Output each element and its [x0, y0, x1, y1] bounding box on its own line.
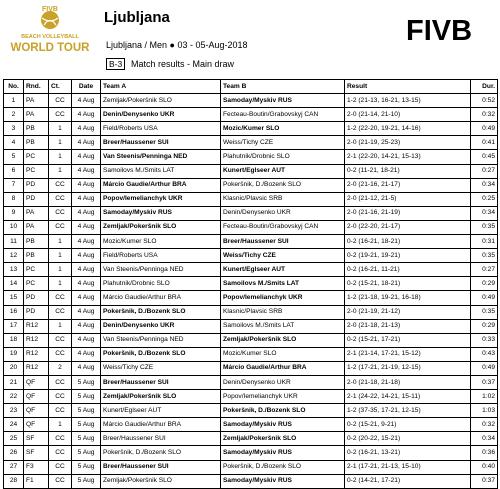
cell-team-a: Van Steenis/Penninga NED — [101, 263, 221, 277]
cell-date: 5 Aug — [72, 432, 101, 446]
cell-no: 25 — [4, 432, 24, 446]
table-row — [4, 390, 498, 404]
cell-result: 0-2 (14-21, 17-21) — [345, 474, 471, 488]
cell-round: PD — [24, 291, 49, 305]
cell-date: 4 Aug — [72, 122, 101, 136]
cell-date: 4 Aug — [72, 108, 101, 122]
cell-no: 2 — [4, 108, 24, 122]
table-row — [4, 206, 498, 220]
cell-result: 0-2 (16-21, 18-21) — [345, 235, 471, 249]
cell-no: 20 — [4, 361, 24, 375]
cell-team-a: Van Steenis/Penninga NED — [101, 333, 221, 347]
cell-round: SF — [24, 446, 49, 460]
cell-team-a: Weiss/Tichy CZE — [101, 361, 221, 375]
cell-team-a: Breer/Haussener SUI — [101, 375, 221, 389]
cell-no: 3 — [4, 122, 24, 136]
cell-round: R12 — [24, 319, 49, 333]
cell-team-b: Samoday/Myskiv RUS — [221, 474, 345, 488]
cell-team-b: Samoday/Myskiv RUS — [221, 418, 345, 432]
cell-date: 4 Aug — [72, 305, 101, 319]
cell-round: PD — [24, 192, 49, 206]
table-row — [4, 305, 498, 319]
cell-duration: 0:36 — [471, 446, 498, 460]
cell-result: 0-2 (19-21, 19-21) — [345, 249, 471, 263]
cell-duration: 0:35 — [471, 220, 498, 234]
cell-team-a: Pokeršnik, D./Bozenk SLO — [101, 347, 221, 361]
cell-court: CC — [49, 178, 72, 192]
results-table — [3, 79, 498, 489]
table-row — [4, 474, 498, 488]
table-row — [4, 164, 498, 178]
cell-duration: 0:49 — [471, 361, 498, 375]
cell-result: 1-2 (37-35, 17-21, 12-15) — [345, 404, 471, 418]
cell-court: CC — [49, 390, 72, 404]
cell-result: 2-0 (21-12, 21-5) — [345, 192, 471, 206]
cell-round: QF — [24, 390, 49, 404]
cell-court: CC — [49, 291, 72, 305]
cell-no: 23 — [4, 404, 24, 418]
cell-round: R12 — [24, 361, 49, 375]
cell-court: CC — [49, 446, 72, 460]
col-dur: Dur. — [471, 80, 498, 94]
report-code: B-3 — [106, 58, 125, 70]
cell-team-a: Zemljak/Pokeršnik SLO — [101, 390, 221, 404]
cell-team-b: Samoday/Myskiv RUS — [221, 94, 345, 108]
cell-no: 4 — [4, 136, 24, 150]
cell-team-a: Márcio Gaudie/Arthur BRA — [101, 178, 221, 192]
cell-team-a: Breer/Haussener SUI — [101, 460, 221, 474]
cell-team-b: Fecteau-Boutin/Grabovskyj CAN — [221, 108, 345, 122]
cell-no: 15 — [4, 291, 24, 305]
table-row — [4, 333, 498, 347]
cell-duration: 0:49 — [471, 291, 498, 305]
cell-duration: 0:34 — [471, 432, 498, 446]
cell-team-a: Márcio Gaudie/Arthur BRA — [101, 418, 221, 432]
cell-date: 4 Aug — [72, 150, 101, 164]
cell-result: 2-0 (21-16, 21-19) — [345, 206, 471, 220]
cell-court: CC — [49, 206, 72, 220]
fivb-wordmark: FIVB — [406, 15, 473, 46]
table-row — [4, 220, 498, 234]
table-row — [4, 136, 498, 150]
cell-court: 1 — [49, 319, 72, 333]
cell-duration: 0:27 — [471, 263, 498, 277]
table-row — [4, 319, 498, 333]
table-row — [4, 446, 498, 460]
cell-duration: 0:32 — [471, 418, 498, 432]
cell-duration: 1:02 — [471, 390, 498, 404]
cell-duration: 0:34 — [471, 178, 498, 192]
cell-team-b: Fecteau-Boutin/Grabovskyj CAN — [221, 220, 345, 234]
cell-team-b: Weiss/Tichy CZE — [221, 136, 345, 150]
cell-team-a: Pokeršnik, D./Bozenk SLO — [101, 446, 221, 460]
fivb-logo — [406, 12, 490, 46]
cell-duration: 0:25 — [471, 192, 498, 206]
cell-duration: 0:43 — [471, 347, 498, 361]
cell-no: 16 — [4, 305, 24, 319]
event-title: Ljubljana — [104, 9, 170, 26]
cell-result: 2-0 (21-18, 21-13) — [345, 319, 471, 333]
cell-round: PB — [24, 249, 49, 263]
col-result: Result — [345, 80, 471, 94]
cell-duration: 0:37 — [471, 375, 498, 389]
cell-date: 4 Aug — [72, 235, 101, 249]
cell-court: 1 — [49, 249, 72, 263]
cell-round: F3 — [24, 460, 49, 474]
cell-result: 2-0 (21-16, 21-17) — [345, 178, 471, 192]
col-rnd: Rnd. — [24, 80, 49, 94]
cell-round: QF — [24, 404, 49, 418]
cell-no: 21 — [4, 375, 24, 389]
cell-team-a: Popov/Iemelianchyk UKR — [101, 192, 221, 206]
cell-result: 1-2 (17-21, 21-19, 12-15) — [345, 361, 471, 375]
cell-court: CC — [49, 375, 72, 389]
cell-no: 6 — [4, 164, 24, 178]
table-header-row — [4, 80, 498, 94]
table-row — [4, 263, 498, 277]
cell-team-a: Márcio Gaudie/Arthur BRA — [101, 291, 221, 305]
table-row — [4, 108, 498, 122]
cell-team-b: Popov/Iemelianchyk UKR — [221, 390, 345, 404]
cell-court: 1 — [49, 263, 72, 277]
cell-duration: 0:52 — [471, 94, 498, 108]
cell-team-a: Breer/Haussener SUI — [101, 136, 221, 150]
table-row — [4, 347, 498, 361]
report-header — [0, 0, 500, 90]
logo-brand: FIVB — [42, 6, 58, 13]
cell-team-b: Plahutnik/Drobnic SLO — [221, 150, 345, 164]
table-row — [4, 150, 498, 164]
cell-no: 24 — [4, 418, 24, 432]
cell-date: 5 Aug — [72, 460, 101, 474]
cell-round: PB — [24, 122, 49, 136]
cell-no: 18 — [4, 333, 24, 347]
cell-court: CC — [49, 432, 72, 446]
cell-no: 17 — [4, 319, 24, 333]
cell-team-b: Zemljak/Pokeršnik SLO — [221, 333, 345, 347]
cell-no: 13 — [4, 263, 24, 277]
cell-no: 14 — [4, 277, 24, 291]
cell-result: 0-2 (16-21, 11-21) — [345, 263, 471, 277]
cell-team-b: Samoilovs M./Smits LAT — [221, 277, 345, 291]
cell-duration: 0:35 — [471, 305, 498, 319]
table-row — [4, 178, 498, 192]
cell-team-a: Denin/Denysenko UKR — [101, 108, 221, 122]
cell-team-a: Zemljak/Pokeršnik SLO — [101, 474, 221, 488]
cell-result: 0-2 (20-22, 15-21) — [345, 432, 471, 446]
cell-date: 4 Aug — [72, 347, 101, 361]
cell-team-a: Zemljak/Pokeršnik SLO — [101, 220, 221, 234]
cell-round: PB — [24, 235, 49, 249]
cell-result: 2-0 (21-19, 21-12) — [345, 305, 471, 319]
cell-round: PD — [24, 178, 49, 192]
cell-date: 5 Aug — [72, 404, 101, 418]
cell-round: PC — [24, 150, 49, 164]
cell-court: CC — [49, 460, 72, 474]
cell-team-a: Plahutnik/Drobnic SLO — [101, 277, 221, 291]
cell-result: 2-1 (22-20, 14-21, 15-13) — [345, 150, 471, 164]
cell-court: 2 — [49, 361, 72, 375]
cell-team-b: Popov/Iemelianchyk UKR — [221, 291, 345, 305]
cell-no: 27 — [4, 460, 24, 474]
cell-date: 4 Aug — [72, 277, 101, 291]
cell-duration: 1:03 — [471, 404, 498, 418]
table-row — [4, 432, 498, 446]
cell-duration: 0:33 — [471, 333, 498, 347]
cell-result: 2-0 (21-19, 25-23) — [345, 136, 471, 150]
cell-date: 4 Aug — [72, 136, 101, 150]
cell-team-a: Breer/Haussener SUI — [101, 432, 221, 446]
world-tour-logo — [4, 4, 96, 66]
table-row — [4, 277, 498, 291]
cell-team-b: Klasnic/Plavsic SRB — [221, 192, 345, 206]
cell-date: 5 Aug — [72, 474, 101, 488]
cell-round: PC — [24, 164, 49, 178]
cell-team-a: Pokeršnik, D./Bozenk SLO — [101, 305, 221, 319]
cell-duration: 0:45 — [471, 150, 498, 164]
cell-date: 4 Aug — [72, 333, 101, 347]
logo-line2: WORLD TOUR — [10, 42, 90, 54]
cell-round: R12 — [24, 347, 49, 361]
cell-team-b: Pokeršnik, D./Bozenk SLO — [221, 404, 345, 418]
cell-no: 5 — [4, 150, 24, 164]
cell-result: 2-0 (22-20, 21-17) — [345, 220, 471, 234]
cell-duration: 0:27 — [471, 164, 498, 178]
cell-court: CC — [49, 305, 72, 319]
cell-duration: 0:40 — [471, 460, 498, 474]
cell-court: CC — [49, 404, 72, 418]
col-date: Date — [72, 80, 101, 94]
cell-duration: 0:31 — [471, 235, 498, 249]
cell-no: 1 — [4, 94, 24, 108]
cell-duration: 0:49 — [471, 122, 498, 136]
cell-court: CC — [49, 192, 72, 206]
cell-result: 0-2 (11-21, 18-21) — [345, 164, 471, 178]
cell-duration: 0:32 — [471, 108, 498, 122]
cell-team-b: Denin/Denysenko UKR — [221, 206, 345, 220]
cell-team-b: Mozic/Kumer SLO — [221, 122, 345, 136]
cell-result: 1-2 (22-20, 19-21, 14-16) — [345, 122, 471, 136]
table-row — [4, 404, 498, 418]
cell-date: 5 Aug — [72, 390, 101, 404]
cell-team-b: Kunert/Eglseer AUT — [221, 263, 345, 277]
cell-date: 4 Aug — [72, 164, 101, 178]
cell-team-b: Mozic/Kumer SLO — [221, 347, 345, 361]
cell-round: PC — [24, 277, 49, 291]
cell-date: 4 Aug — [72, 220, 101, 234]
cell-result: 2-1 (17-21, 21-13, 15-10) — [345, 460, 471, 474]
cell-date: 5 Aug — [72, 418, 101, 432]
cell-date: 5 Aug — [72, 446, 101, 460]
cell-team-a: Denin/Denysenko UKR — [101, 319, 221, 333]
table-body — [4, 94, 498, 489]
cell-court: CC — [49, 347, 72, 361]
table-row — [4, 249, 498, 263]
cell-no: 11 — [4, 235, 24, 249]
table-row — [4, 361, 498, 375]
cell-court: 1 — [49, 164, 72, 178]
table-row — [4, 460, 498, 474]
cell-result: 2-1 (24-22, 14-21, 15-11) — [345, 390, 471, 404]
cell-round: F1 — [24, 474, 49, 488]
cell-round: PB — [24, 136, 49, 150]
cell-no: 7 — [4, 178, 24, 192]
cell-court: CC — [49, 333, 72, 347]
cell-round: PA — [24, 108, 49, 122]
cell-team-a: Kunert/Eglseer AUT — [101, 404, 221, 418]
cell-no: 22 — [4, 390, 24, 404]
cell-team-b: Klasnic/Plavsic SRB — [221, 305, 345, 319]
cell-result: 2-0 (21-18, 21-18) — [345, 375, 471, 389]
cell-round: PA — [24, 94, 49, 108]
cell-team-a: Van Steenis/Penninga NED — [101, 150, 221, 164]
cell-team-b: Pokeršnik, D./Bozenk SLO — [221, 460, 345, 474]
event-subtitle: Ljubljana / Men ● 03 - 05-Aug-2018 — [106, 40, 248, 50]
cell-result: 2-1 (21-14, 17-21, 15-12) — [345, 347, 471, 361]
cell-round: QF — [24, 418, 49, 432]
cell-result: 0-2 (16-21, 13-21) — [345, 446, 471, 460]
table-row — [4, 235, 498, 249]
cell-result: 1-2 (21-13, 16-21, 13-15) — [345, 94, 471, 108]
cell-date: 4 Aug — [72, 94, 101, 108]
cell-result: 0-2 (15-21, 18-21) — [345, 277, 471, 291]
table-row — [4, 375, 498, 389]
cell-no: 9 — [4, 206, 24, 220]
cell-court: 1 — [49, 235, 72, 249]
cell-team-b: Denin/Denysenko UKR — [221, 375, 345, 389]
cell-date: 4 Aug — [72, 319, 101, 333]
cell-team-b: Breer/Haussener SUI — [221, 235, 345, 249]
table-row — [4, 291, 498, 305]
cell-no: 12 — [4, 249, 24, 263]
cell-team-b: Samoday/Myskiv RUS — [221, 446, 345, 460]
cell-court: 1 — [49, 136, 72, 150]
col-team-a: Team A — [101, 80, 221, 94]
cell-no: 10 — [4, 220, 24, 234]
cell-team-a: Field/Roberts USA — [101, 122, 221, 136]
cell-round: R12 — [24, 333, 49, 347]
cell-team-b: Weiss/Tichy CZE — [221, 249, 345, 263]
cell-result: 0-2 (15-21, 9-21) — [345, 418, 471, 432]
cell-team-a: Field/Roberts USA — [101, 249, 221, 263]
table-row — [4, 192, 498, 206]
cell-date: 4 Aug — [72, 291, 101, 305]
cell-duration: 0:29 — [471, 277, 498, 291]
cell-duration: 0:29 — [471, 319, 498, 333]
cell-date: 4 Aug — [72, 361, 101, 375]
col-no: No. — [4, 80, 24, 94]
cell-duration: 0:41 — [471, 136, 498, 150]
report-name: Match results - Main draw — [131, 59, 235, 69]
col-ct: Ct. — [49, 80, 72, 94]
table-row — [4, 122, 498, 136]
cell-court: 1 — [49, 150, 72, 164]
cell-result: 0-2 (15-21, 17-21) — [345, 333, 471, 347]
cell-team-a: Samoday/Myskiv RUS — [101, 206, 221, 220]
cell-team-a: Mozic/Kumer SLO — [101, 235, 221, 249]
cell-date: 5 Aug — [72, 375, 101, 389]
cell-duration: 0:37 — [471, 474, 498, 488]
cell-court: 1 — [49, 418, 72, 432]
cell-no: 26 — [4, 446, 24, 460]
cell-court: CC — [49, 108, 72, 122]
cell-date: 4 Aug — [72, 206, 101, 220]
cell-result: 1-2 (21-18, 19-21, 16-18) — [345, 291, 471, 305]
cell-no: 19 — [4, 347, 24, 361]
cell-duration: 0:35 — [471, 249, 498, 263]
cell-duration: 0:34 — [471, 206, 498, 220]
cell-round: PA — [24, 220, 49, 234]
col-team-b: Team B — [221, 80, 345, 94]
cell-court: CC — [49, 220, 72, 234]
cell-team-b: Márcio Gaudie/Arthur BRA — [221, 361, 345, 375]
cell-team-a: Zemljak/Pokeršnik SLO — [101, 94, 221, 108]
cell-round: PC — [24, 263, 49, 277]
table-row — [4, 418, 498, 432]
cell-date: 4 Aug — [72, 263, 101, 277]
cell-no: 8 — [4, 192, 24, 206]
logo-line1: BEACH VOLLEYBALL — [21, 34, 79, 40]
cell-date: 4 Aug — [72, 178, 101, 192]
cell-team-b: Kunert/Eglseer AUT — [221, 164, 345, 178]
cell-date: 4 Aug — [72, 192, 101, 206]
cell-result: 2-0 (21-14, 21-10) — [345, 108, 471, 122]
cell-court: 1 — [49, 122, 72, 136]
cell-no: 28 — [4, 474, 24, 488]
cell-court: 1 — [49, 277, 72, 291]
table-row — [4, 94, 498, 108]
cell-date: 4 Aug — [72, 249, 101, 263]
cell-round: PA — [24, 206, 49, 220]
cell-team-a: Samoilovs M./Smits LAT — [101, 164, 221, 178]
cell-team-b: Samoilovs M./Smits LAT — [221, 319, 345, 333]
cell-team-b: Zemljak/Pokeršnik SLO — [221, 432, 345, 446]
cell-round: SF — [24, 432, 49, 446]
cell-team-b: Pokeršnik, D./Bozenk SLO — [221, 178, 345, 192]
cell-round: PD — [24, 305, 49, 319]
cell-round: QF — [24, 375, 49, 389]
cell-court: CC — [49, 474, 72, 488]
cell-court: CC — [49, 94, 72, 108]
